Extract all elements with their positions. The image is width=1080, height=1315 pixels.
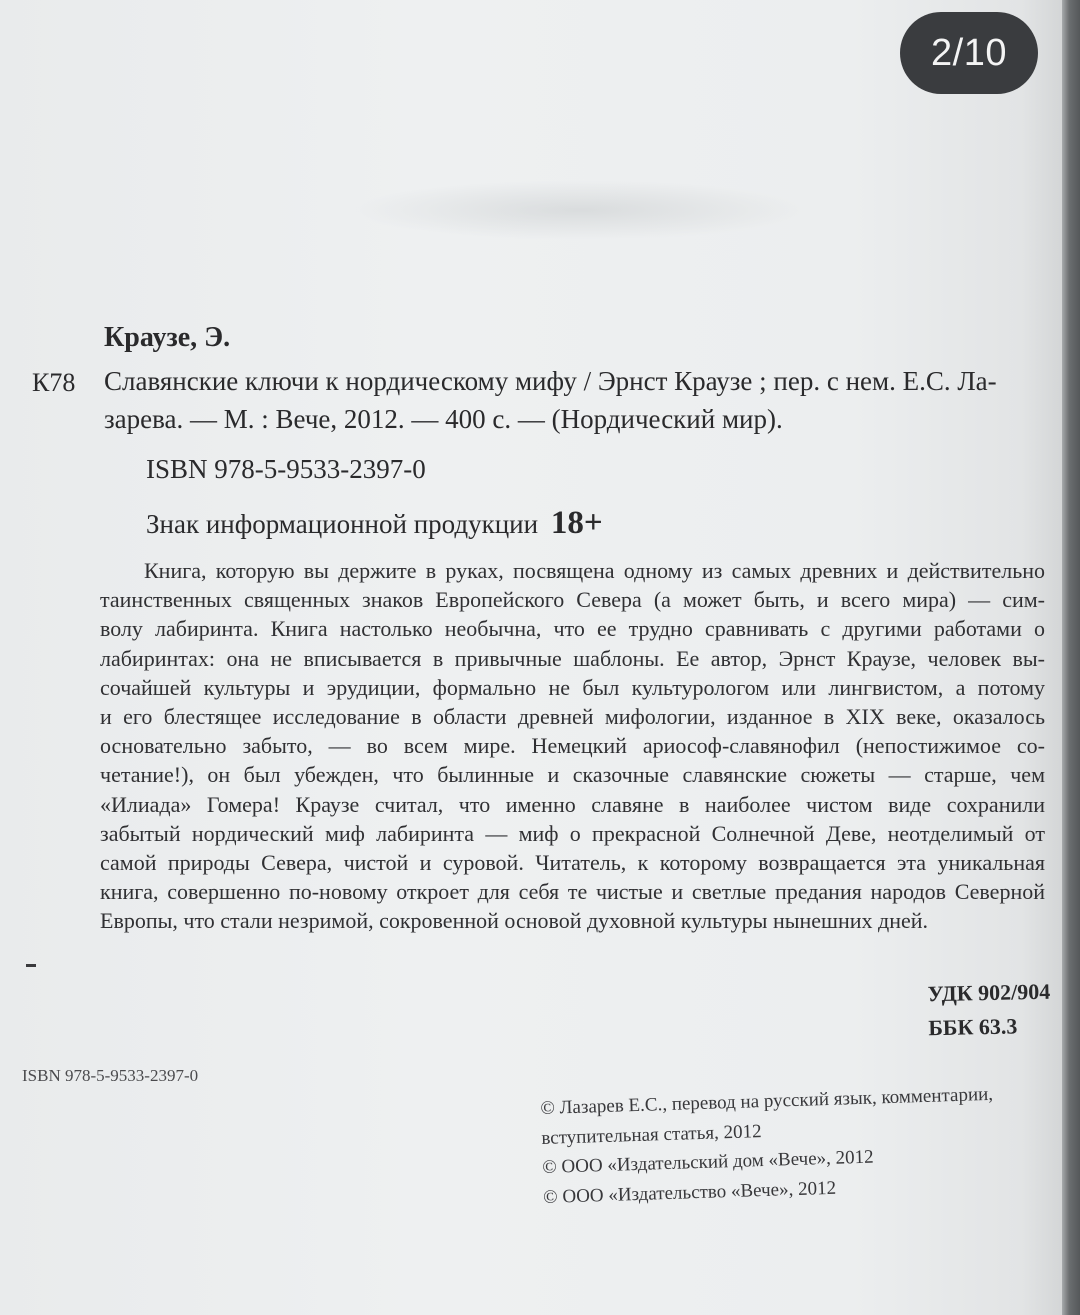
annotation-line: и его блестящее исследование в области древней мифологии, изданное в XIX веке, оказалось bbox=[100, 704, 1045, 730]
title-line-2: зарева. — М. : Вече, 2012. — 400 с. — (Нордический мир). bbox=[104, 404, 783, 434]
classification-codes bbox=[927, 975, 1051, 1046]
annotation-line: таинственных священных знаков Европейского Севера (а может быть, и всего мира) — сим- bbox=[100, 587, 1045, 613]
copyright-line: © Лазарев Е.С., перевод на русский язык, комментарии, bbox=[540, 1083, 994, 1119]
udk-code: УДК 902/904 bbox=[927, 978, 1051, 1007]
annotation-line: книга, совершенно по-новому откроет для себя те чистые и светлые предания народов Северной bbox=[100, 879, 1045, 905]
image-counter-badge[interactable]: 2/10 bbox=[900, 12, 1038, 94]
annotation-line: волу лабиринта. Книга настолько необычна, что ее трудно сравнивать с другими работами о bbox=[100, 616, 1045, 642]
age-rating-sign bbox=[146, 505, 603, 542]
author-heading: Краузе, Э. bbox=[104, 322, 231, 353]
age-rating-value: 18+ bbox=[550, 505, 603, 541]
print-mark bbox=[26, 964, 36, 967]
copyright-line: вступительная статья, 2012 bbox=[541, 1120, 762, 1149]
annotation-line: лабиринтах: она не вписывается в привычные шаблоны. Ее автор, Эрнст Краузе, человек вы- bbox=[100, 645, 1045, 671]
annotation-paragraph bbox=[100, 556, 1045, 936]
author-code: К78 bbox=[32, 368, 76, 397]
bbk-code: ББК 63.3 bbox=[928, 1013, 1018, 1041]
annotation-line: забытый нордический миф лабиринта — миф о прекрасной Солнечной Деве, неотделимый от bbox=[100, 820, 1045, 846]
annotation-line: основательно забыто, — во всем мире. Немецкий ариософ-славянофил (непостижимое со- bbox=[100, 733, 1045, 759]
copyright-line: © ООО «Издательский дом «Вече», 2012 bbox=[541, 1146, 874, 1178]
annotation-line: «Илиада» Гомера! Краузе считал, что именно славяне в наиболее чистом виде сохранили bbox=[100, 791, 1045, 817]
annotation-line: сочайшей культуры и эрудиции, формально не был культурологом или лингвистом, а потому bbox=[100, 674, 1045, 700]
annotation-line: самой природы Севера, чистой и суровой. Читатель, к которому возвращается эта уникальная bbox=[100, 850, 1045, 876]
annotation-line: Европы, что стали незримой, сокровенной основой духовной культуры нынешних дней. bbox=[100, 908, 929, 934]
isbn-small: ISBN 978-5-9533-2397-0 bbox=[22, 1066, 199, 1085]
annotation-line: четание!), он был убежден, что былинные и сказочные славянские сюжеты — старше, чем bbox=[100, 762, 1045, 788]
show-through-shadow bbox=[350, 180, 810, 240]
book-spine-edge bbox=[1062, 0, 1080, 1315]
annotation-line: Книга, которую вы держите в руках, посвящена одному из самых древних и действительно bbox=[144, 558, 1045, 583]
age-rating-label: Знак информационной продукции bbox=[146, 509, 539, 539]
title-line-1: Славянские ключи к нордическому мифу / Эрнст Краузе ; пер. с нем. Е.С. Ла- bbox=[104, 366, 997, 396]
copyright-line: © ООО «Издательство «Вече», 2012 bbox=[542, 1177, 837, 1208]
isbn: ISBN 978-5-9533-2397-0 bbox=[146, 454, 426, 484]
copyright-block bbox=[540, 1080, 996, 1212]
